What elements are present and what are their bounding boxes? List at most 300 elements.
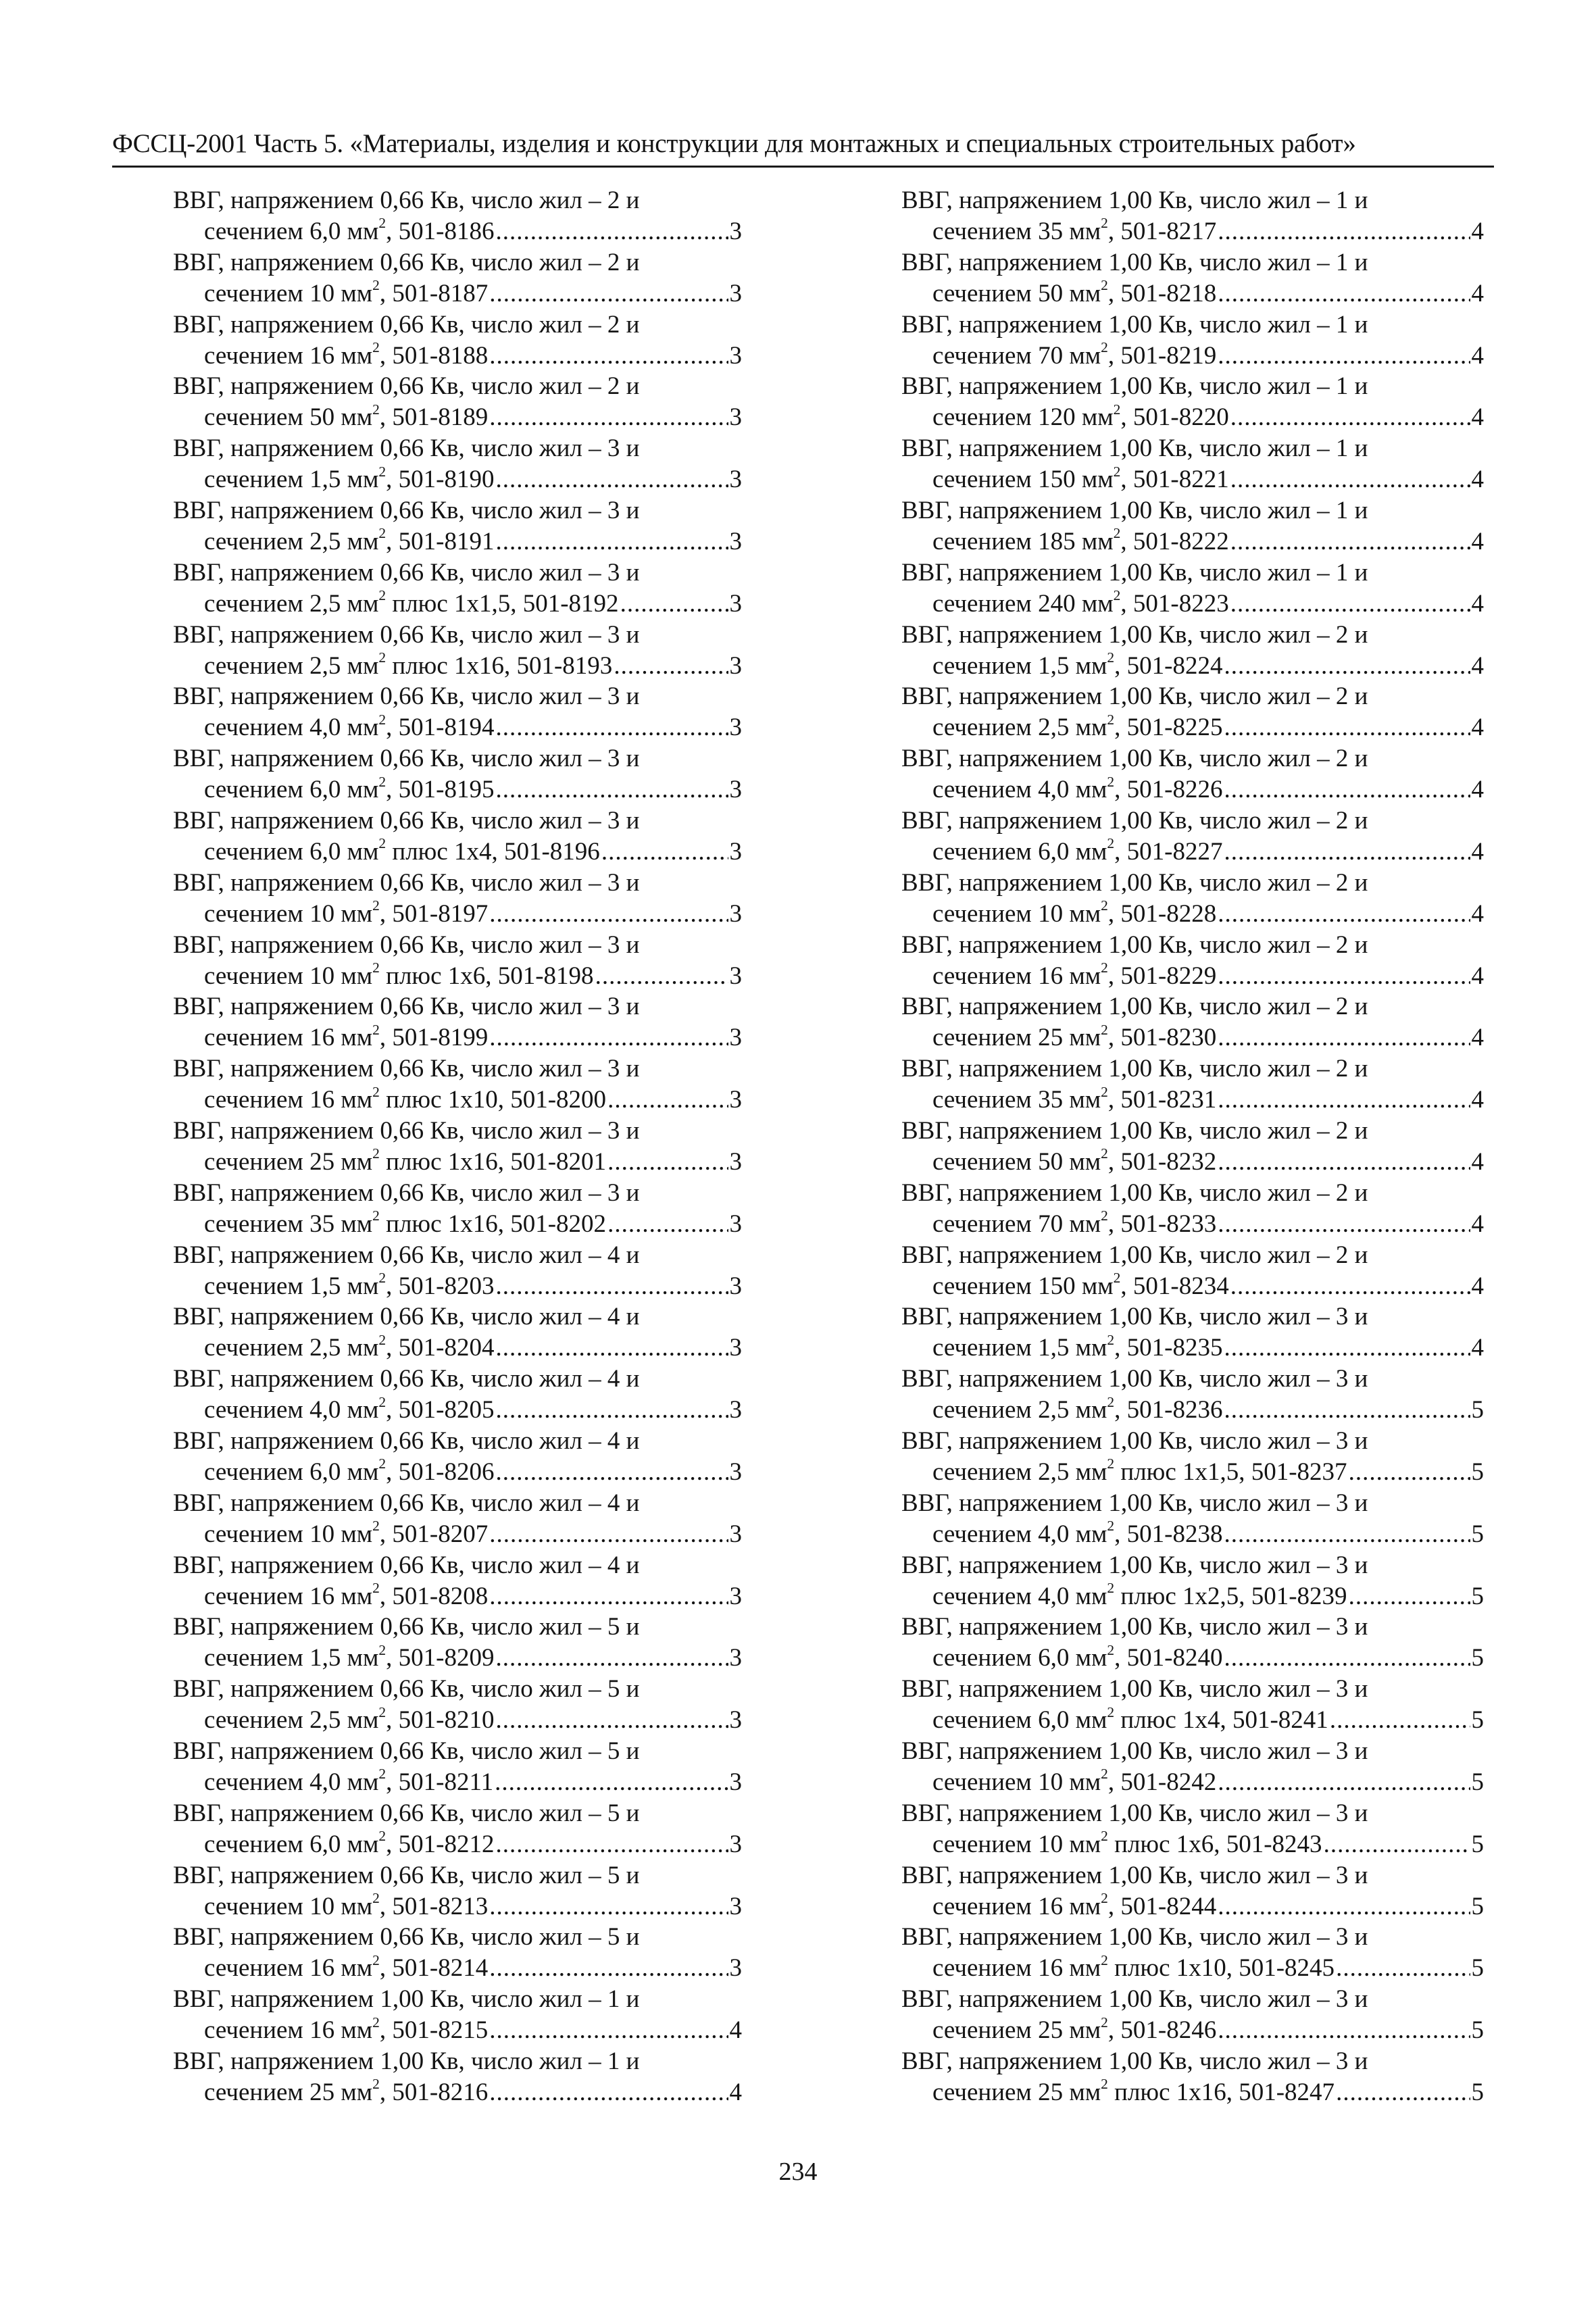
entry-unit-exponent: 2 — [378, 215, 386, 232]
entry-unit-exponent: 2 — [372, 2076, 380, 2093]
entry-detail — [173, 712, 742, 743]
entry-code: , 501-8231 — [1107, 1086, 1217, 1114]
index-entry — [173, 1053, 742, 1116]
dot-leader — [495, 712, 728, 743]
entry-detail — [901, 961, 1484, 992]
entry-spec — [204, 1147, 606, 1178]
entry-code: , 501-8187 — [379, 279, 489, 307]
entry-page-ref: 3 — [729, 1830, 742, 1858]
entry-title: ВВГ, напряжением 0,66 Кв, число жил – 3 и — [173, 1178, 640, 1207]
entry-section-size: сечением 2,5 мм — [204, 1706, 379, 1735]
entry-section-size: сечением 10 мм — [204, 279, 373, 307]
entry-unit-exponent: 2 — [1101, 1951, 1108, 1968]
entry-title: ВВГ, напряжением 0,66 Кв, число жил – 3 и — [173, 930, 640, 959]
entry-spec — [932, 1457, 1347, 1488]
index-entry — [173, 991, 742, 1053]
entry-section-size: сечением 10 мм — [932, 1768, 1101, 1796]
entry-spec — [932, 1581, 1347, 1612]
entry-unit-exponent: 2 — [372, 339, 380, 356]
entry-detail — [901, 712, 1484, 743]
entry-title: ВВГ, напряжением 1,00 Кв, число жил – 3 и — [901, 2047, 1368, 2075]
entry-section-size: сечением 1,5 мм — [204, 1644, 379, 1672]
entry-detail — [173, 1395, 742, 1426]
entry-unit-exponent: 2 — [378, 1331, 386, 1348]
entry-section-size: сечением 4,0 мм — [932, 1582, 1107, 1610]
entry-code: плюс 1x6, 501-8243 — [1107, 1830, 1322, 1858]
entry-page-ref: 5 — [1471, 2016, 1484, 2045]
entry-section-size: сечением 6,0 мм — [204, 776, 379, 804]
entry-title: ВВГ, напряжением 1,00 Кв, число жил – 1 и — [901, 310, 1368, 339]
entry-section-size: сечением 4,0 мм — [204, 1768, 379, 1796]
index-entry — [173, 1116, 742, 1178]
entry-page-ref: 4 — [1471, 837, 1484, 866]
entry-detail — [173, 216, 742, 247]
page-header: ФССЦ-2001 Часть 5. «Материалы, изделия и конструкции для монтажных и специальных строительных работ» — [112, 129, 1356, 158]
dot-leader — [489, 1953, 728, 1984]
index-entry — [901, 1240, 1484, 1302]
index-entry — [173, 1426, 742, 1488]
index-entry — [901, 1178, 1484, 1240]
dot-leader — [495, 1643, 728, 1674]
index-entry — [901, 1612, 1484, 1674]
entry-title: ВВГ, напряжением 0,66 Кв, число жил – 3 и — [173, 434, 640, 463]
entry-page-ref: 4 — [1471, 403, 1484, 432]
entry-title: ВВГ, напряжением 1,00 Кв, число жил – 3 и — [901, 1985, 1368, 2014]
entry-title: ВВГ, напряжением 1,00 Кв, число жил – 1 и — [173, 2047, 640, 2075]
entry-detail — [173, 1581, 742, 1612]
entry-unit-exponent: 2 — [1113, 463, 1121, 480]
entry-detail — [901, 1147, 1484, 1178]
entry-title: ВВГ, напряжением 1,00 Кв, число жил – 3 и — [901, 1861, 1368, 1889]
entry-detail — [173, 278, 742, 309]
entry-spec — [932, 1022, 1216, 1053]
entry-code: , 501-8191 — [386, 527, 495, 555]
entry-section-size: сечением 2,5 мм — [932, 714, 1107, 742]
entry-detail — [901, 1705, 1484, 1736]
entry-spec — [204, 589, 619, 620]
entry-unit-exponent: 2 — [1101, 2014, 1108, 2031]
entry-unit-exponent: 2 — [1107, 835, 1115, 852]
entry-unit-exponent: 2 — [378, 773, 386, 790]
entry-section-size: сечением 25 мм — [204, 2078, 373, 2106]
entry-spec — [932, 589, 1229, 620]
entry-section-size: сечением 16 мм — [204, 341, 373, 370]
entry-title: ВВГ, напряжением 0,66 Кв, число жил – 3 и — [173, 682, 640, 711]
entry-title: ВВГ, напряжением 1,00 Кв, число жил – 1 и — [901, 372, 1368, 401]
entry-detail — [173, 1705, 742, 1736]
dot-leader — [489, 1581, 728, 1612]
entry-page-ref: 4 — [729, 2078, 742, 2106]
entry-detail — [901, 1209, 1484, 1240]
entry-spec — [204, 1395, 494, 1426]
entry-unit-exponent: 2 — [378, 1393, 386, 1410]
dot-leader — [489, 2015, 728, 2046]
entry-page-ref: 3 — [729, 1210, 742, 1238]
entry-unit-exponent: 2 — [372, 1518, 380, 1535]
header-rule — [112, 166, 1494, 168]
entry-spec — [204, 278, 488, 309]
entry-spec — [204, 526, 494, 557]
entry-detail — [173, 1022, 742, 1053]
entry-code: , 501-8205 — [386, 1396, 495, 1424]
entry-title: ВВГ, напряжением 1,00 Кв, число жил – 3 и — [901, 1923, 1368, 1951]
entry-detail — [901, 1519, 1484, 1550]
dot-leader — [489, 899, 728, 930]
dot-leader — [495, 1333, 728, 1364]
dot-leader — [495, 774, 728, 805]
entry-detail — [173, 1271, 742, 1302]
entry-detail — [901, 1022, 1484, 1053]
entry-page-ref: 5 — [1471, 1830, 1484, 1858]
entry-section-size: сечением 6,0 мм — [204, 837, 379, 866]
entry-title: ВВГ, напряжением 1,00 Кв, число жил – 2 и — [901, 620, 1368, 649]
entry-code: плюс 1x2,5, 501-8239 — [1114, 1582, 1347, 1610]
index-entry — [173, 1178, 742, 1240]
entry-spec — [204, 837, 600, 868]
entry-title: ВВГ, напряжением 0,66 Кв, число жил – 3 и — [173, 868, 640, 897]
entry-title: ВВГ, напряжением 0,66 Кв, число жил – 5 и — [173, 1675, 640, 1703]
entry-page-ref: 4 — [1471, 589, 1484, 618]
entry-spec — [932, 1829, 1322, 1860]
dot-leader — [620, 589, 728, 620]
entry-section-size: сечением 2,5 мм — [204, 589, 379, 618]
index-entry — [901, 1860, 1484, 1922]
entry-section-size: сечением 6,0 мм — [932, 1644, 1107, 1672]
entry-code: , 501-8242 — [1107, 1768, 1217, 1796]
entry-code: , 501-8203 — [386, 1272, 495, 1300]
entry-detail — [173, 961, 742, 992]
entry-title: ВВГ, напряжением 1,00 Кв, число жил – 1 и — [901, 186, 1368, 214]
entry-code: , 501-8208 — [379, 1582, 489, 1610]
index-entry — [173, 620, 742, 682]
dot-leader — [495, 464, 728, 495]
dot-leader — [1230, 1271, 1470, 1302]
entry-spec — [204, 1085, 606, 1116]
entry-code: , 501-8209 — [386, 1644, 495, 1672]
entry-title: ВВГ, напряжением 0,66 Кв, число жил – 5 и — [173, 1613, 640, 1641]
entry-code: плюс 1x10, 501-8245 — [1107, 1954, 1335, 1983]
entry-spec — [932, 2015, 1216, 2046]
entry-page-ref: 3 — [729, 279, 742, 307]
entry-title: ВВГ, напряжением 1,00 Кв, число жил – 1 и — [173, 1985, 640, 2014]
index-entry — [173, 1736, 742, 1798]
entry-title: ВВГ, напряжением 1,00 Кв, число жил – 3 и — [901, 1489, 1368, 1517]
index-entry — [901, 1550, 1484, 1612]
entry-section-size: сечением 16 мм — [204, 1024, 373, 1052]
entry-unit-exponent: 2 — [378, 1455, 386, 1472]
entry-title: ВВГ, напряжением 0,66 Кв, число жил – 3 и — [173, 1116, 640, 1145]
entry-spec — [204, 2015, 488, 2046]
entry-title: ВВГ, напряжением 0,66 Кв, число жил – 4 и — [173, 1426, 640, 1455]
entry-section-size: сечением 2,5 мм — [204, 527, 379, 555]
entry-section-size: сечением 2,5 мм — [932, 1396, 1107, 1424]
entry-page-ref: 5 — [1471, 2078, 1484, 2106]
entry-code: , 501-8204 — [386, 1334, 495, 1362]
entry-detail — [901, 589, 1484, 620]
entry-unit-exponent: 2 — [1101, 1889, 1108, 1906]
entry-spec — [932, 899, 1216, 930]
entry-page-ref: 4 — [1471, 714, 1484, 742]
entry-detail — [173, 1519, 742, 1550]
page-number: 234 — [778, 2158, 818, 2186]
entry-spec — [204, 1581, 488, 1612]
entry-section-size: сечением 1,5 мм — [932, 1334, 1107, 1362]
entry-page-ref: 3 — [729, 1086, 742, 1114]
index-entry — [173, 557, 742, 620]
index-entry — [901, 743, 1484, 805]
entry-section-size: сечением 4,0 мм — [204, 714, 379, 742]
index-entry — [173, 185, 742, 247]
entry-unit-exponent: 2 — [378, 463, 386, 480]
dot-leader — [1218, 1767, 1470, 1798]
entry-unit-exponent: 2 — [372, 1951, 380, 1968]
index-entry — [173, 1488, 742, 1550]
entry-page-ref: 3 — [729, 1892, 742, 1920]
entry-section-size: сечением 1,5 мм — [204, 466, 379, 494]
entry-page-ref: 3 — [729, 1768, 742, 1796]
entry-title: ВВГ, напряжением 0,66 Кв, число жил – 3 и — [173, 1055, 640, 1083]
index-entry — [173, 743, 742, 805]
entry-page-ref: 4 — [1471, 1210, 1484, 1238]
dot-leader — [489, 341, 728, 372]
entry-unit-exponent: 2 — [1101, 897, 1108, 914]
entry-page-ref: 3 — [729, 589, 742, 618]
entry-unit-exponent: 2 — [1113, 401, 1121, 418]
entry-page-ref: 3 — [729, 1954, 742, 1983]
entry-spec — [204, 1767, 493, 1798]
entry-page-ref: 4 — [1471, 527, 1484, 555]
entry-code: , 501-8227 — [1114, 837, 1223, 866]
entry-section-size: сечением 16 мм — [204, 2016, 373, 2045]
dot-leader — [489, 2077, 728, 2108]
entry-unit-exponent: 2 — [372, 1208, 380, 1224]
entry-page-ref: 5 — [1471, 1892, 1484, 1920]
entry-detail — [901, 1271, 1484, 1302]
entry-title: ВВГ, напряжением 0,66 Кв, число жил – 3 и — [173, 745, 640, 773]
entry-unit-exponent: 2 — [1107, 773, 1115, 790]
dot-leader — [495, 1829, 728, 1860]
entry-section-size: сечением 2,5 мм — [932, 1458, 1107, 1486]
entry-page-ref: 3 — [729, 341, 742, 370]
index-entry — [901, 681, 1484, 743]
entry-title: ВВГ, напряжением 0,66 Кв, число жил – 3 и — [173, 806, 640, 835]
entry-detail — [173, 1953, 742, 1984]
entry-section-size: сечением 10 мм — [204, 1892, 373, 1920]
index-entry — [901, 495, 1484, 557]
entry-title: ВВГ, напряжением 0,66 Кв, число жил – 2 и — [173, 186, 640, 214]
entry-spec — [932, 1209, 1216, 1240]
entry-unit-exponent: 2 — [372, 2014, 380, 2031]
entry-page-ref: 4 — [1471, 1147, 1484, 1176]
index-entry — [173, 247, 742, 309]
entry-title: ВВГ, напряжением 1,00 Кв, число жил – 2 и — [901, 868, 1368, 897]
entry-detail — [173, 1643, 742, 1674]
index-entry — [901, 1364, 1484, 1426]
entry-section-size: сечением 185 мм — [932, 527, 1114, 555]
entry-unit-exponent: 2 — [378, 835, 386, 852]
dot-leader — [1218, 1891, 1470, 1922]
entry-unit-exponent: 2 — [378, 1766, 386, 1783]
entry-section-size: сечением 4,0 мм — [932, 776, 1107, 804]
dot-leader — [489, 1519, 728, 1550]
index-entry — [173, 930, 742, 992]
entry-page-ref: 3 — [729, 899, 742, 928]
index-entry — [173, 371, 742, 433]
entry-section-size: сечением 1,5 мм — [932, 651, 1107, 680]
entry-page-ref: 3 — [729, 1644, 742, 1672]
entry-page-ref: 5 — [1471, 1396, 1484, 1424]
index-entry — [901, 371, 1484, 433]
dot-leader — [607, 1209, 728, 1240]
entry-code: , 501-8211 — [386, 1768, 494, 1796]
index-entry — [173, 1860, 742, 1922]
entry-page-ref: 4 — [729, 2016, 742, 2045]
entry-section-size: сечением 150 мм — [932, 466, 1114, 494]
entry-spec — [932, 712, 1222, 743]
entry-spec — [204, 1519, 488, 1550]
entry-code: , 501-8189 — [379, 403, 489, 432]
entry-detail — [901, 1457, 1484, 1488]
entry-detail — [901, 899, 1484, 930]
index-entry — [901, 2046, 1484, 2108]
index-entry — [173, 309, 742, 372]
entry-title: ВВГ, напряжением 0,66 Кв, число жил – 4 и — [173, 1365, 640, 1393]
entry-code: , 501-8188 — [379, 341, 489, 370]
entry-detail — [901, 651, 1484, 682]
entry-spec — [204, 712, 494, 743]
entry-page-ref: 4 — [1471, 341, 1484, 370]
dot-leader — [614, 651, 728, 682]
dot-leader — [489, 278, 728, 309]
dot-leader — [495, 1271, 728, 1302]
entry-unit-exponent: 2 — [1101, 1828, 1108, 1845]
entry-section-size: сечением 16 мм — [204, 1954, 373, 1983]
entry-detail — [901, 1085, 1484, 1116]
entry-spec — [204, 216, 494, 247]
entry-unit-exponent: 2 — [1113, 525, 1121, 542]
index-entry — [901, 1736, 1484, 1798]
index-entry — [901, 868, 1484, 930]
dot-leader — [1218, 1209, 1470, 1240]
dot-leader — [1218, 278, 1470, 309]
entry-title: ВВГ, напряжением 1,00 Кв, число жил – 3 и — [901, 1799, 1368, 1827]
index-entry — [173, 1798, 742, 1860]
dot-leader — [607, 1147, 728, 1178]
index-entry — [901, 1488, 1484, 1550]
entry-section-size: сечением 6,0 мм — [204, 1830, 379, 1858]
index-entry — [173, 1550, 742, 1612]
entry-page-ref: 3 — [729, 1396, 742, 1424]
entry-code: , 501-8220 — [1120, 403, 1229, 432]
entry-detail — [901, 341, 1484, 372]
entry-detail — [901, 837, 1484, 868]
entry-spec — [932, 961, 1216, 992]
entry-code: , 501-8186 — [386, 218, 495, 245]
entry-spec — [932, 1643, 1222, 1674]
entry-unit-exponent: 2 — [378, 1641, 386, 1658]
entry-unit-exponent: 2 — [378, 1828, 386, 1845]
entry-code: плюс 1x1,5, 501-8237 — [1114, 1458, 1347, 1486]
entry-page-ref: 4 — [1471, 279, 1484, 307]
entry-code: плюс 1x16, 501-8247 — [1107, 2078, 1335, 2106]
entry-detail — [901, 402, 1484, 433]
dot-leader — [1224, 1395, 1470, 1426]
entry-spec — [204, 961, 594, 992]
entry-unit-exponent: 2 — [1107, 711, 1115, 728]
entry-detail — [901, 2015, 1484, 2046]
dot-leader — [495, 1767, 728, 1798]
entry-spec — [204, 1333, 494, 1364]
index-entry — [901, 433, 1484, 495]
dot-leader — [1324, 1829, 1470, 1860]
dot-leader — [495, 216, 728, 247]
entry-spec — [932, 1271, 1229, 1302]
entry-spec — [932, 278, 1216, 309]
entry-detail — [173, 464, 742, 495]
entry-title: ВВГ, напряжением 1,00 Кв, число жил – 1 и — [901, 496, 1368, 524]
index-entry — [901, 1674, 1484, 1736]
entry-page-ref: 3 — [729, 1147, 742, 1176]
entry-spec — [204, 464, 494, 495]
entry-detail — [173, 837, 742, 868]
entry-unit-exponent: 2 — [1107, 1393, 1115, 1410]
index-entry — [901, 930, 1484, 992]
entry-code: , 501-8194 — [386, 714, 495, 742]
entry-spec — [932, 402, 1229, 433]
entry-code: , 501-8235 — [1114, 1334, 1223, 1362]
dot-leader — [1218, 216, 1470, 247]
dot-leader — [607, 1085, 728, 1116]
entry-spec — [204, 402, 488, 433]
entry-spec — [932, 1333, 1222, 1364]
entry-page-ref: 3 — [729, 962, 742, 990]
entry-code: , 501-8195 — [386, 776, 495, 804]
entry-unit-exponent: 2 — [378, 711, 386, 728]
entry-section-size: сечением 10 мм — [204, 899, 373, 928]
entry-unit-exponent: 2 — [372, 960, 380, 976]
dot-leader — [489, 1891, 728, 1922]
entry-unit-exponent: 2 — [1107, 1518, 1115, 1535]
entry-detail — [173, 526, 742, 557]
entry-title: ВВГ, напряжением 0,66 Кв, число жил – 3 и — [173, 993, 640, 1021]
entry-detail — [173, 1767, 742, 1798]
entry-spec — [204, 1209, 606, 1240]
dot-leader — [489, 402, 728, 433]
index-entry — [173, 1922, 742, 1984]
entry-unit-exponent: 2 — [372, 1579, 380, 1596]
entry-code: , 501-8210 — [386, 1706, 495, 1735]
entry-spec — [932, 1767, 1216, 1798]
entry-unit-exponent: 2 — [1101, 339, 1108, 356]
entry-spec — [932, 774, 1222, 805]
entry-detail — [173, 1085, 742, 1116]
entry-code: , 501-8234 — [1120, 1272, 1229, 1300]
dot-leader — [1218, 1022, 1470, 1053]
index-column-right — [901, 185, 1484, 2108]
entry-unit-exponent: 2 — [1101, 2076, 1108, 2093]
entry-page-ref: 4 — [1471, 1024, 1484, 1052]
entry-unit-exponent: 2 — [372, 1083, 380, 1100]
dot-leader — [1224, 1333, 1470, 1364]
entry-code: плюс 1x4, 501-8241 — [1114, 1706, 1328, 1735]
entry-code: , 501-8214 — [379, 1954, 489, 1983]
entry-code: , 501-8217 — [1107, 218, 1217, 245]
index-entry — [173, 433, 742, 495]
entry-unit-exponent: 2 — [1101, 1208, 1108, 1224]
entry-detail — [901, 1643, 1484, 1674]
entry-detail — [173, 1457, 742, 1488]
index-entry — [901, 991, 1484, 1053]
